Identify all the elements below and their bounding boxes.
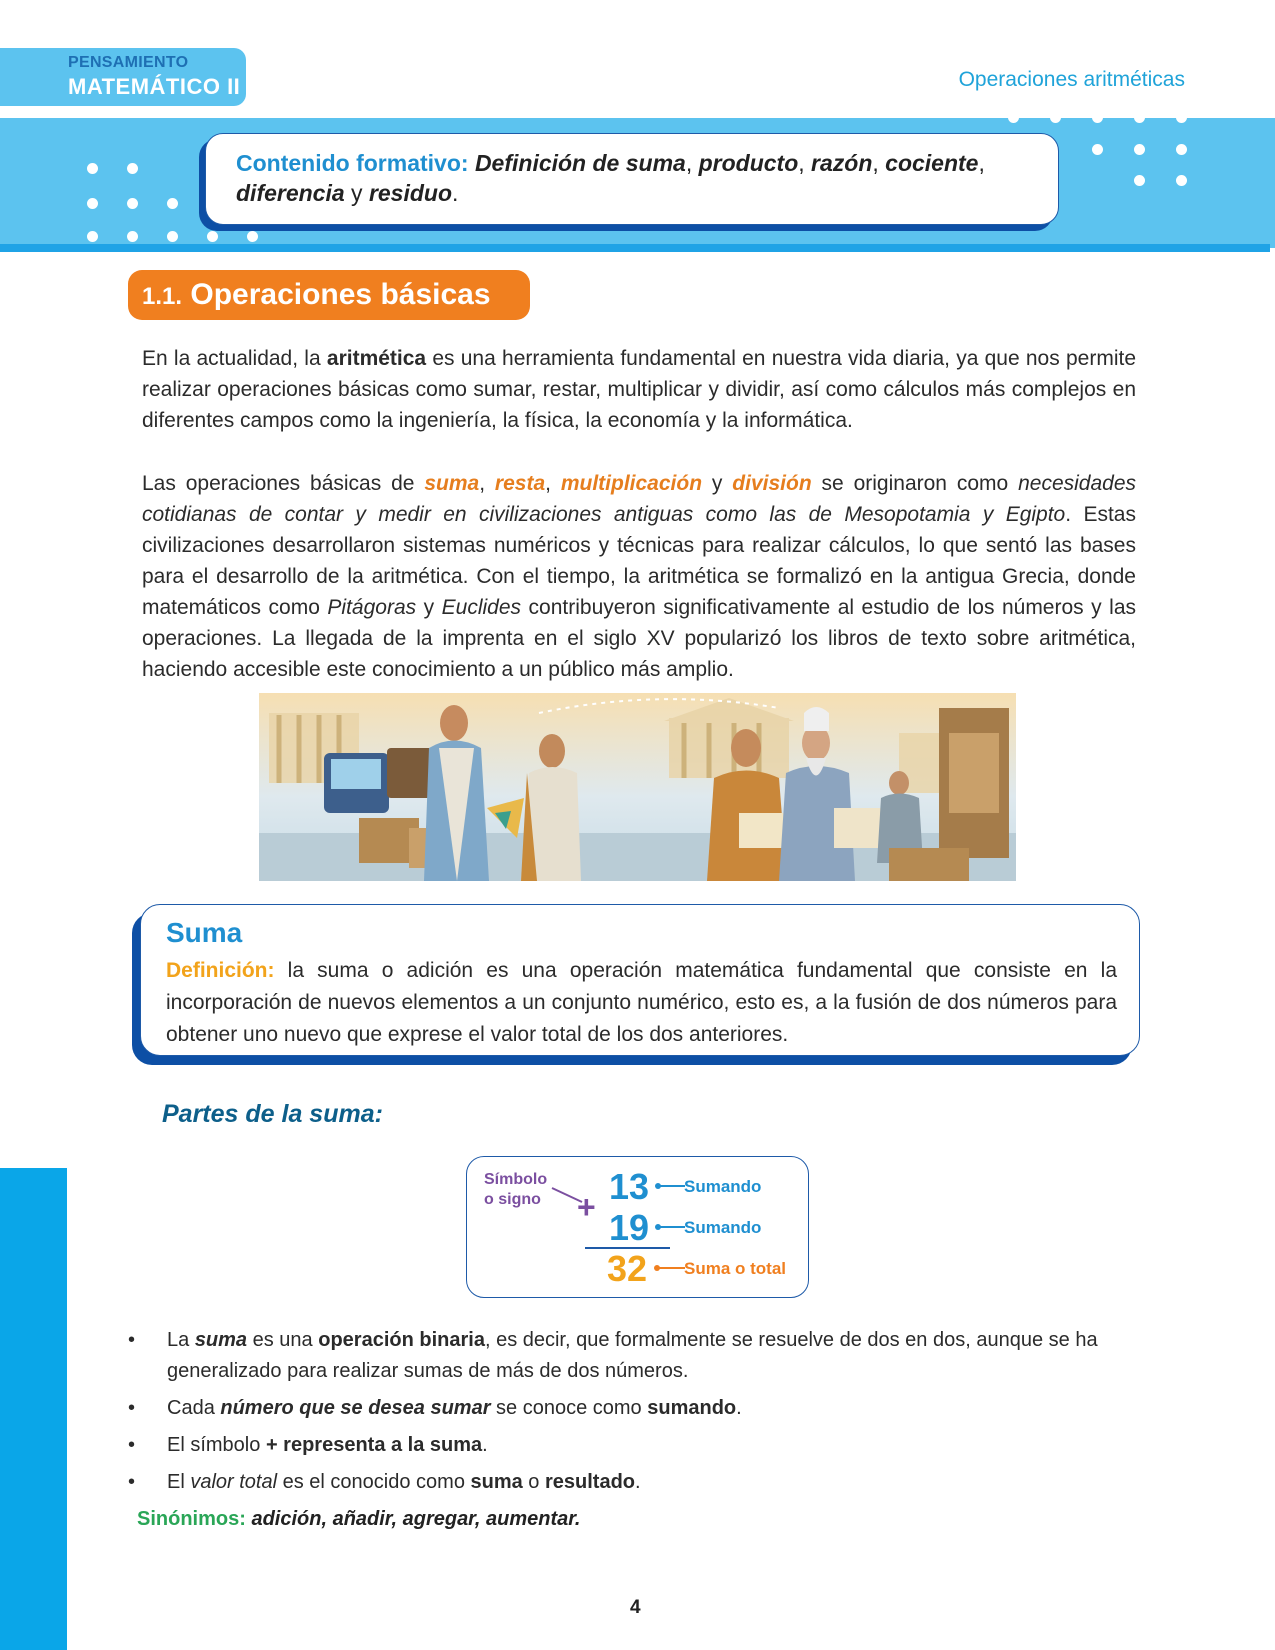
addend-2: 19 <box>609 1207 650 1248</box>
decor-dot <box>167 198 178 209</box>
text: suma <box>194 1329 248 1351</box>
symbol-label-1: Símbolo <box>484 1171 548 1188</box>
decor-dot <box>127 198 138 209</box>
topic-diferencia: diferencia <box>236 180 345 206</box>
keyword-resta: resta <box>494 472 546 495</box>
text: número que se desea sumar <box>220 1397 491 1419</box>
topic-cociente: cociente <box>885 150 979 176</box>
decor-dot <box>1134 112 1145 123</box>
text: El símbolo <box>167 1434 266 1456</box>
keyword-division: división <box>732 472 812 495</box>
decor-dot <box>1092 144 1103 155</box>
definition-body: la suma o adición es una operación matemática fundamental que consiste en la incorporación de nuevos elementos a un conjunto numérico, esto es, a la fusión de dos números para obtener uno nuevo que exprese el valor total de los dos anteriores. <box>166 959 1117 1046</box>
content-formativo-label: Contenido formativo: <box>236 150 469 176</box>
decor-dot <box>87 163 98 174</box>
decor-dot <box>87 231 98 242</box>
decor-dot <box>207 231 218 242</box>
book-title-line2: MATEMÁTICO II <box>68 74 241 99</box>
addend-1: 13 <box>609 1166 650 1207</box>
decor-dot <box>1176 144 1187 155</box>
decor-dot <box>1176 175 1187 186</box>
sum-total-label: Suma o total <box>684 1259 787 1278</box>
text: En la actualidad, la <box>142 347 327 370</box>
sum-total: 32 <box>607 1248 648 1289</box>
definition-box <box>140 904 1140 1056</box>
definition-label: Definición: <box>166 959 275 982</box>
bullet-icon: • <box>128 1471 136 1493</box>
definition-text <box>166 955 1117 1051</box>
bullet-icon: • <box>128 1434 136 1456</box>
text: valor total <box>190 1471 278 1493</box>
addition-facts-list <box>128 1325 1138 1504</box>
decor-dot <box>1008 112 1019 123</box>
synonyms <box>137 1508 580 1531</box>
text: + representa a la suma <box>265 1434 483 1456</box>
plus-sign: + <box>577 1189 596 1225</box>
synonyms-text: adición, añadir, agregar, aumentar. <box>245 1508 581 1530</box>
symbol-label-2: o signo <box>484 1191 541 1208</box>
sep: y <box>344 180 369 206</box>
list-item <box>128 1467 1138 1498</box>
decor-dot <box>127 231 138 242</box>
sep: . <box>452 180 459 206</box>
section-number: 1.1. <box>142 283 183 310</box>
text: resultado <box>545 1471 636 1493</box>
text: contribuyeron significativamente al estudio de los números y las operaciones. La llegada de la imprenta en el siglo XV popularizó los libros de texto sobre aritmética, haciendo accesible este conocimiento a un público más amplio. <box>142 596 1137 681</box>
text: es una <box>247 1329 319 1351</box>
decor-dot <box>1092 112 1103 123</box>
text: , es decir, que formalmente se resuelve de dos en dos, aunque se ha generalizado para realizar sumas de más de dos números. <box>167 1329 1098 1382</box>
topic-producto: producto <box>698 150 799 176</box>
name-pitagoras: Pitágoras <box>327 596 417 619</box>
definition-title: Suma <box>166 917 243 948</box>
text: La <box>167 1329 195 1351</box>
section-title: Operaciones básicas <box>190 278 491 311</box>
text: y <box>416 596 442 619</box>
section-heading <box>128 270 530 320</box>
list-item <box>128 1325 1138 1387</box>
sep: y <box>702 472 733 495</box>
text: Cada <box>167 1397 221 1419</box>
side-decoration-bar <box>0 1168 67 1650</box>
book-title-tab <box>0 48 246 106</box>
sep: , <box>545 472 561 495</box>
keyword-suma: suma <box>424 472 480 495</box>
decor-dot <box>247 231 258 242</box>
text: Las operaciones básicas de <box>142 472 425 495</box>
italic-text: necesidades cotidianas de contar y medir en civilizaciones antiguas como las de Mesopotamia y Egipto <box>142 472 1137 526</box>
list-item <box>128 1430 1138 1461</box>
content-formativo-box <box>205 133 1059 225</box>
addition-diagram <box>466 1156 809 1298</box>
text: es una herramienta fundamental en nuestra vida diaria, ya que nos permite realizar operaciones básicas como sumar, restar, multiplicar y dividir, así como cálculos más complejos en diferentes campos como la ingeniería, la física, la economía y la informática. <box>142 347 1136 432</box>
history-illustration <box>259 693 1016 881</box>
book-title-line1: PENSAMIENTO <box>68 54 189 71</box>
decor-dot <box>1134 175 1145 186</box>
parts-heading: Partes de la suma: <box>162 1100 383 1128</box>
text: suma <box>470 1471 523 1493</box>
sep: , <box>978 150 985 176</box>
list-item <box>128 1393 1138 1424</box>
intro-paragraph <box>142 343 1136 436</box>
chapter-title: Operaciones aritméticas <box>958 68 1185 91</box>
text: . <box>482 1434 488 1456</box>
text: operación binaria <box>318 1329 485 1351</box>
decor-dot <box>87 198 98 209</box>
keyword-aritmetica: aritmética <box>326 347 427 370</box>
text: . Estas civilizaciones desarrollaron sistemas numéricos y técnicas para realizar cálculos, lo que sentó las bases para el desarrollo de la aritmética. Con el tiempo, la aritmética se formalizó en la antigua Grecia, donde matemáticos como <box>142 503 1136 619</box>
topic-razon: razón <box>811 150 873 176</box>
synonyms-label: Sinónimos: <box>137 1508 246 1530</box>
sep: , <box>798 150 812 176</box>
page-number: 4 <box>630 1597 641 1618</box>
keyword-multiplicacion: multiplicación <box>560 472 703 495</box>
text: El <box>167 1471 191 1493</box>
text: sumando <box>647 1397 737 1419</box>
decor-dot <box>1050 112 1061 123</box>
bullet-icon: • <box>128 1397 136 1419</box>
text: . <box>736 1397 742 1419</box>
text: es el conocido como <box>277 1471 471 1493</box>
sep: , <box>479 472 495 495</box>
topic-suma: Definición de suma <box>474 150 686 176</box>
decor-dot <box>167 231 178 242</box>
decor-dot <box>127 163 138 174</box>
sep: , <box>685 150 699 176</box>
sep: , <box>872 150 886 176</box>
addend-1-label: Sumando <box>684 1177 762 1196</box>
text: . <box>635 1471 641 1493</box>
decor-dot <box>1134 144 1145 155</box>
header-band-line <box>0 244 1270 252</box>
text: o <box>522 1471 545 1493</box>
bullet-icon: • <box>128 1329 136 1351</box>
name-euclides: Euclides <box>441 596 522 619</box>
text: se originaron como <box>811 472 1019 495</box>
history-paragraph <box>142 468 1136 685</box>
topic-residuo: residuo <box>368 180 453 206</box>
addend-2-label: Sumando <box>684 1218 762 1237</box>
content-formativo-text <box>236 148 1028 208</box>
decor-dot <box>1176 112 1187 123</box>
text: se conoce como <box>490 1397 648 1419</box>
